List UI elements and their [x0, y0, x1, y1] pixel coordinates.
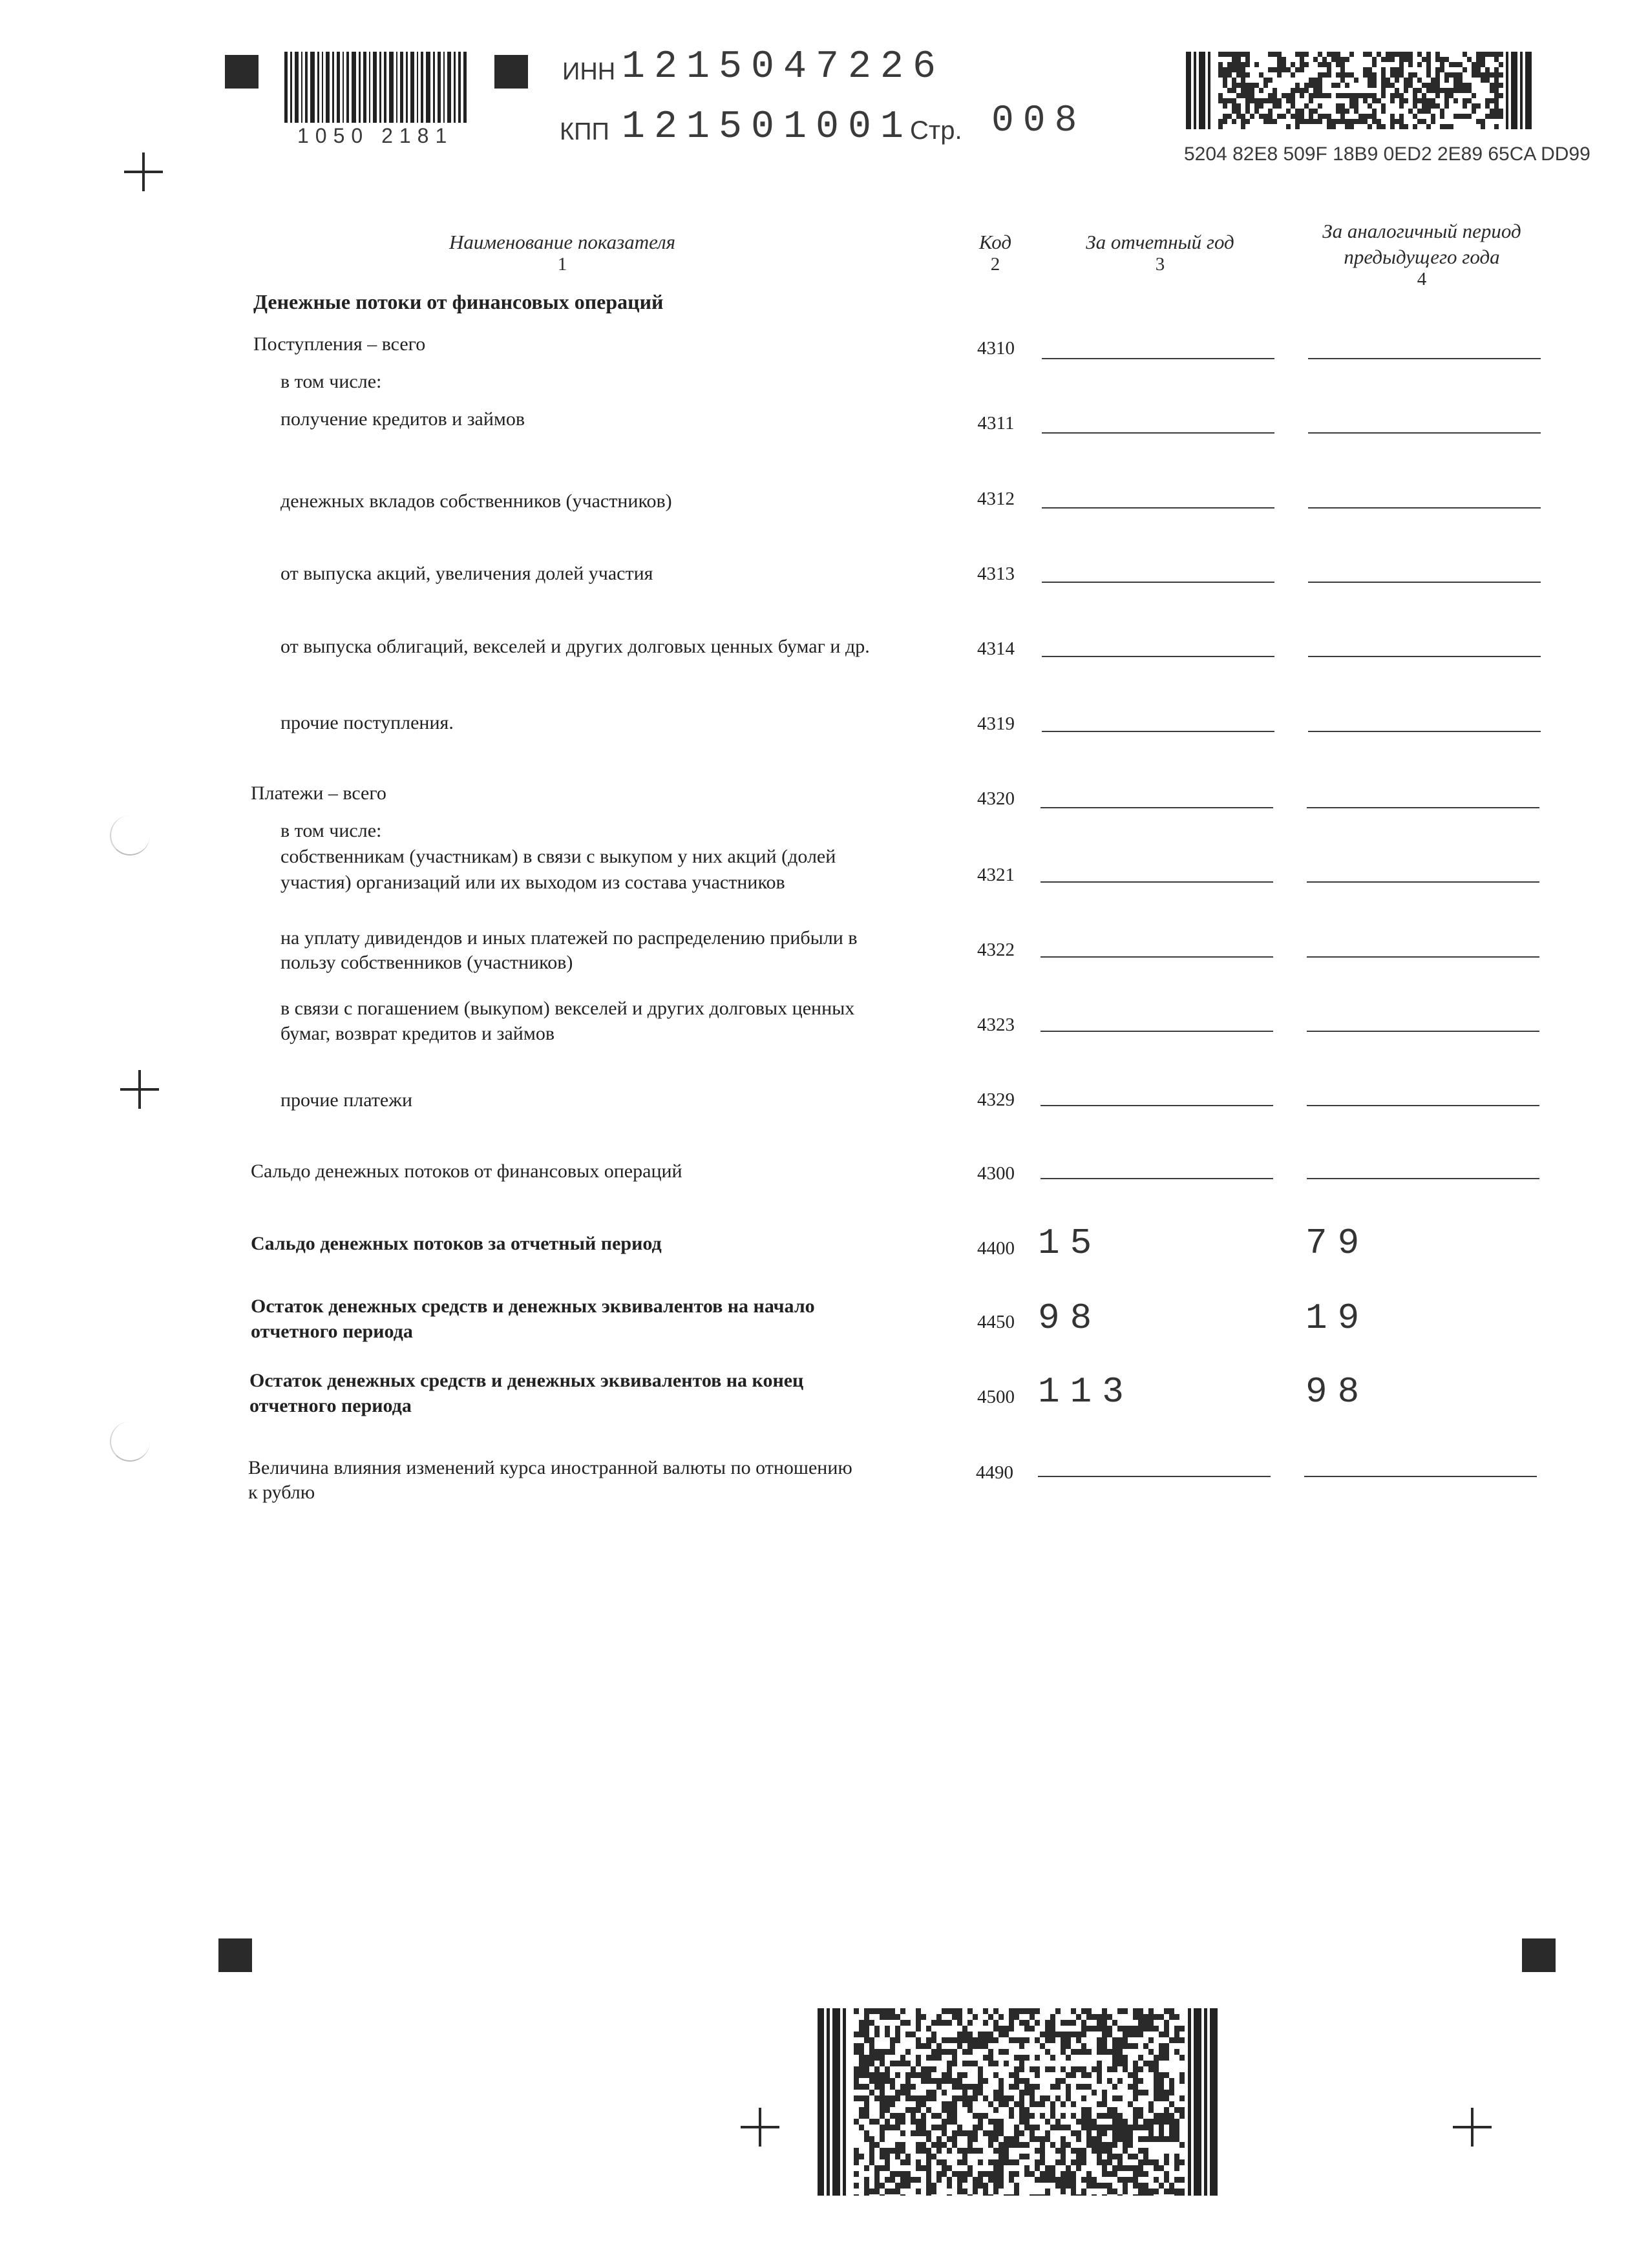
- row-4310-previous-empty: [1308, 358, 1541, 359]
- row-4400-code: 4400: [977, 1238, 1015, 1259]
- col4-number: 4: [1417, 269, 1427, 289]
- row-4450-label-line2: отчетного периода: [251, 1321, 413, 1342]
- row-4490-label-line2: к рублю: [248, 1482, 315, 1503]
- row-4313-current-empty: [1042, 582, 1274, 583]
- row-4300-code: 4300: [977, 1163, 1015, 1184]
- row-4311-current-empty: [1042, 432, 1274, 434]
- including-label-1: в том числе:: [280, 371, 382, 392]
- registration-cross-bottom-left: [741, 2108, 779, 2147]
- row-4320-code: 4320: [977, 788, 1015, 809]
- row-4321-label-line2: участия) организаций или их выходом из состава участников: [280, 872, 785, 893]
- row-4311-previous-empty: [1308, 432, 1541, 434]
- row-4450-label-line1: Остаток денежных средств и денежных эквивалентов на начало: [251, 1296, 815, 1317]
- kpp-label: КПП: [560, 118, 609, 145]
- row-4329-label: прочие платежи: [280, 1089, 413, 1111]
- row-4500-label-line1: Остаток денежных средств и денежных эквивалентов на конец: [249, 1370, 804, 1391]
- inn-label: ИНН: [562, 58, 616, 85]
- row-4323-code: 4323: [977, 1014, 1015, 1035]
- row-4310-current-empty: [1042, 358, 1274, 359]
- row-4321-label-line1: собственникам (участникам) в связи с выкупом у них акций (долей: [280, 846, 836, 867]
- linear-barcode: [284, 52, 467, 123]
- row-4323-previous-empty: [1307, 1031, 1539, 1032]
- row-4313-previous-empty: [1308, 582, 1541, 583]
- row-4313-code: 4313: [977, 563, 1015, 584]
- row-4319-current-empty: [1042, 731, 1274, 732]
- row-4400-label: Сальдо денежных потоков за отчетный период: [251, 1233, 662, 1254]
- section-title: Денежные потоки от финансовых операций: [253, 290, 664, 313]
- row-4500-current-value: 113: [1038, 1371, 1134, 1412]
- row-4320-current-empty: [1041, 807, 1273, 808]
- row-4323-label-line1: в связи с погашением (выкупом) векселей и других долговых ценных: [280, 998, 855, 1019]
- row-4329-current-empty: [1041, 1105, 1273, 1106]
- row-4322-current-empty: [1041, 956, 1273, 958]
- row-4490-code: 4490: [976, 1462, 1013, 1483]
- row-4312-code: 4312: [977, 488, 1015, 509]
- row-4313-label: от выпуска акций, увеличения долей участия: [280, 563, 653, 584]
- registration-cross-mid-left: [120, 1070, 159, 1109]
- row-4300-previous-empty: [1307, 1178, 1539, 1179]
- row-4312-current-empty: [1042, 507, 1274, 509]
- row-4322-label-line2: пользу собственников (участников): [280, 952, 573, 973]
- row-4322-code: 4322: [977, 940, 1015, 960]
- row-4329-previous-empty: [1307, 1105, 1539, 1106]
- page-number: 008: [991, 100, 1086, 142]
- row-4329-code: 4329: [977, 1089, 1015, 1110]
- punch-hole-lower: [110, 1422, 150, 1462]
- col2-number: 2: [990, 254, 1000, 275]
- row-4322-previous-empty: [1307, 956, 1539, 958]
- col1-number: 1: [557, 254, 567, 275]
- hash-code: 5204 82E8 509F 18B9 0ED2 2E89 65CA DD99: [1184, 143, 1590, 165]
- row-4322-label-line1: на уплату дивидендов и иных платежей по распределению прибыли в: [280, 927, 858, 949]
- inn-value: 1215047226: [622, 45, 945, 89]
- col3-number: 3: [1155, 254, 1165, 275]
- top-left-marker: [225, 55, 259, 89]
- row-4312-previous-empty: [1308, 507, 1541, 509]
- row-4320-previous-empty: [1307, 807, 1539, 808]
- row-4450-code: 4450: [977, 1312, 1015, 1332]
- row-4300-current-empty: [1041, 1178, 1273, 1179]
- registration-cross-bottom-right: [1453, 2108, 1492, 2147]
- col4-title-line1: За аналогичный период: [1322, 220, 1521, 242]
- row-4314-previous-empty: [1308, 656, 1541, 657]
- pdf417-barcode-bottom: [818, 2008, 1218, 2196]
- row-4321-code: 4321: [977, 865, 1015, 885]
- row-4319-code: 4319: [977, 713, 1015, 734]
- row-4500-label-line2: отчетного периода: [249, 1395, 412, 1416]
- row-4500-code: 4500: [977, 1387, 1015, 1407]
- row-4400-current-value: 15: [1038, 1223, 1103, 1264]
- top-mid-marker: [494, 55, 528, 89]
- col3-title: За отчетный год: [1086, 231, 1234, 253]
- col2-title: Код: [978, 231, 1012, 253]
- barcode-number: 1050 2181: [297, 124, 454, 147]
- bottom-right-marker: [1522, 1938, 1556, 1972]
- col1-title: Наименование показателя: [449, 231, 676, 253]
- row-4311-label: получение кредитов и займов: [280, 408, 525, 430]
- registration-cross-top-left: [124, 152, 163, 191]
- row-4319-label: прочие поступления.: [280, 712, 454, 733]
- row-4314-current-empty: [1042, 656, 1274, 657]
- row-4323-current-empty: [1041, 1031, 1273, 1032]
- col4-title-line2: предыдущего года: [1344, 246, 1500, 268]
- row-4320-label: Платежи – всего: [251, 782, 386, 804]
- row-4490-previous-empty: [1304, 1476, 1537, 1477]
- row-4490-current-empty: [1038, 1476, 1271, 1477]
- row-4450-previous-value: 19: [1305, 1297, 1370, 1339]
- pdf417-barcode-top: [1186, 52, 1535, 129]
- punch-hole-upper: [110, 815, 150, 856]
- row-4500-previous-value: 98: [1305, 1371, 1370, 1412]
- bottom-left-marker: [218, 1938, 252, 1972]
- row-4300-label: Сальдо денежных потоков от финансовых операций: [251, 1160, 682, 1182]
- row-4310-label: Поступления – всего: [253, 333, 426, 355]
- row-4400-previous-value: 79: [1305, 1223, 1370, 1264]
- row-4312-label: денежных вкладов собственников (участников): [280, 490, 672, 512]
- row-4314-label: от выпуска облигаций, векселей и других долговых ценных бумаг и др.: [280, 636, 870, 657]
- row-4310-code: 4310: [977, 338, 1015, 359]
- page-label: Стр.: [910, 116, 962, 145]
- row-4311-code: 4311: [977, 413, 1015, 434]
- row-4450-current-value: 98: [1038, 1297, 1103, 1339]
- row-4314-code: 4314: [977, 638, 1015, 659]
- row-4321-previous-empty: [1307, 881, 1539, 883]
- row-4321-current-empty: [1041, 881, 1273, 883]
- row-4490-label-line1: Величина влияния изменений курса иностранной валюты по отношению: [248, 1457, 852, 1478]
- including-label-2: в том числе:: [280, 820, 382, 841]
- row-4323-label-line2: бумаг, возврат кредитов и займов: [280, 1023, 555, 1044]
- kpp-value: 121501001: [622, 105, 913, 149]
- row-4319-previous-empty: [1308, 731, 1541, 732]
